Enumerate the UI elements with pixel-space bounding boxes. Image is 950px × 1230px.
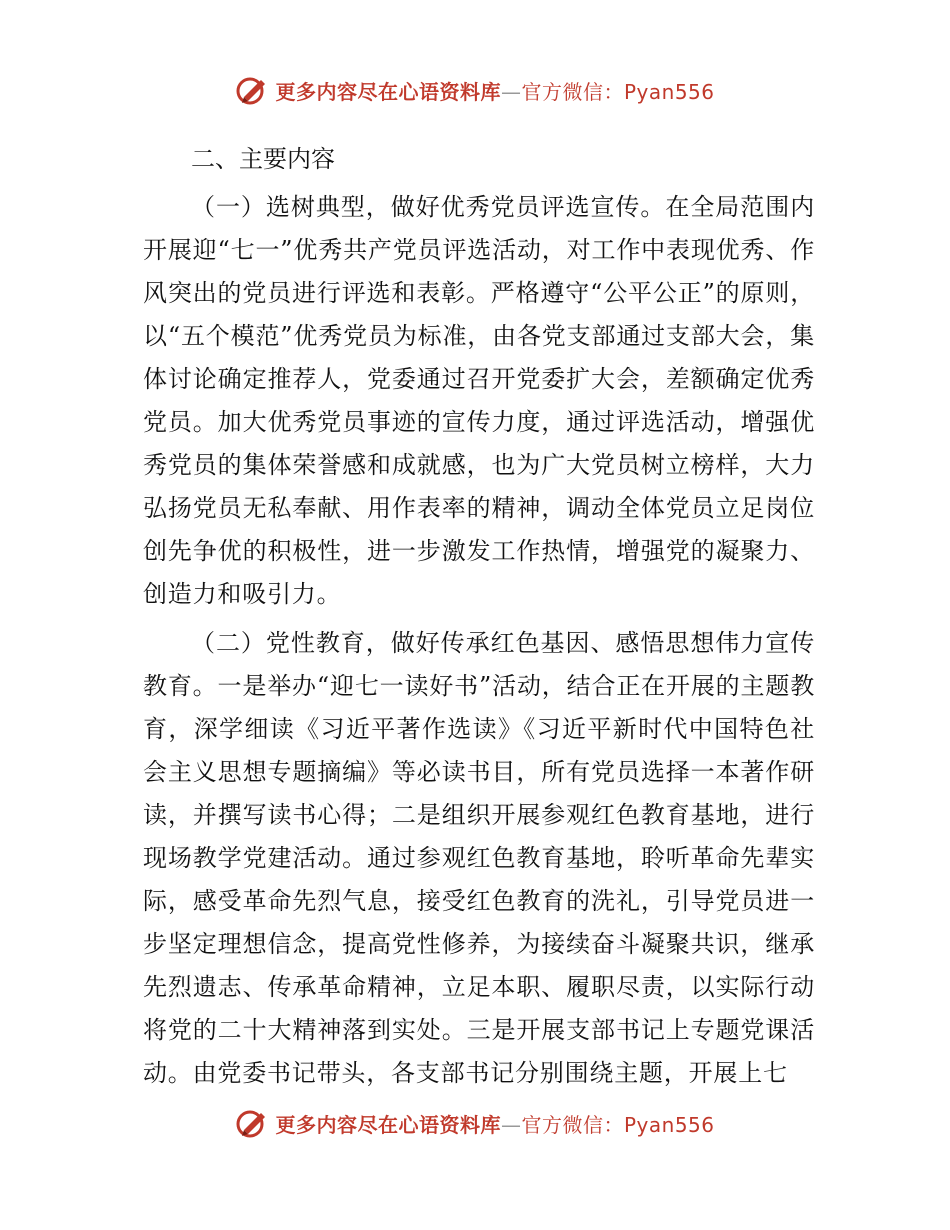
section-heading: 二、主要内容: [191, 145, 335, 173]
watermark-wechat-label: 官方微信：: [521, 79, 624, 104]
paragraph-2: （二）党性教育，做好传承红色基因、感悟思想伟力宣传教育。一是举办“迎七一读好书”活动，结合正在开展的主题教育，深学细读《习近平著作选读》《习近平新时代中国特色社会主义思想专题摘编》等必读书目，所有党员选择一本著作研读，并撰写读书心得；二是组织开展参观红色教育基地，进行现场教学党建活动。通过参观红色教育基地，聆听革命先辈实际，感受革命先烈气息，接受红色教育的洗礼，引导党员进一步坚定理想信念，提高党性修养，为接续奋斗凝聚共识，继承先烈遗志、传承革命精神，立足本职、履职尽责，以实际行动将党的二十大精神落到实处。三是开展支部书记上专题党课活动。由党委书记带头，各支部书记分别围绕主题，开展上七: [143, 629, 815, 1087]
footer-watermark: [0, 1103, 950, 1143]
watermark-site: 更多内容尽在心语资料库: [275, 79, 501, 104]
watermark-wechat-id: Pyan556: [623, 79, 715, 104]
watermark-wechat-label: 官方微信：: [521, 1112, 624, 1137]
watermark-wechat-id: Pyan556: [623, 1112, 715, 1137]
pen-logo-icon: [235, 73, 269, 107]
paragraph-1: （一）选树典型，做好优秀党员评选宣传。在全局范围内开展迎“七一”优秀共产党员评选活动，对工作中表现优秀、作风突出的党员进行评选和表彰。严格遵守“公平公正”的原则，以“五个模范”优秀党员为标准，由各党支部通过支部大会，集体讨论确定推荐人，党委通过召开党委扩大会，差额确定优秀党员。加大优秀党员事迹的宣传力度，通过评选活动，增强优秀党员的集体荣誉感和成就感，也为广大党员树立榜样，大力弘扬党员无私奉献、用作表率的精神，调动全体党员立足岗位创先争优的积极性，进一步激发工作热情，增强党的凝聚力、创造力和吸引力。: [143, 193, 815, 608]
watermark-dash: —: [500, 79, 522, 104]
document-body: [143, 138, 815, 1095]
watermark-text: [275, 1109, 714, 1138]
watermark-site: 更多内容尽在心语资料库: [275, 1112, 501, 1137]
header-watermark: [0, 70, 950, 110]
watermark-dash: —: [500, 1112, 522, 1137]
pen-logo-icon: [235, 1106, 269, 1140]
watermark-text: [275, 76, 714, 105]
